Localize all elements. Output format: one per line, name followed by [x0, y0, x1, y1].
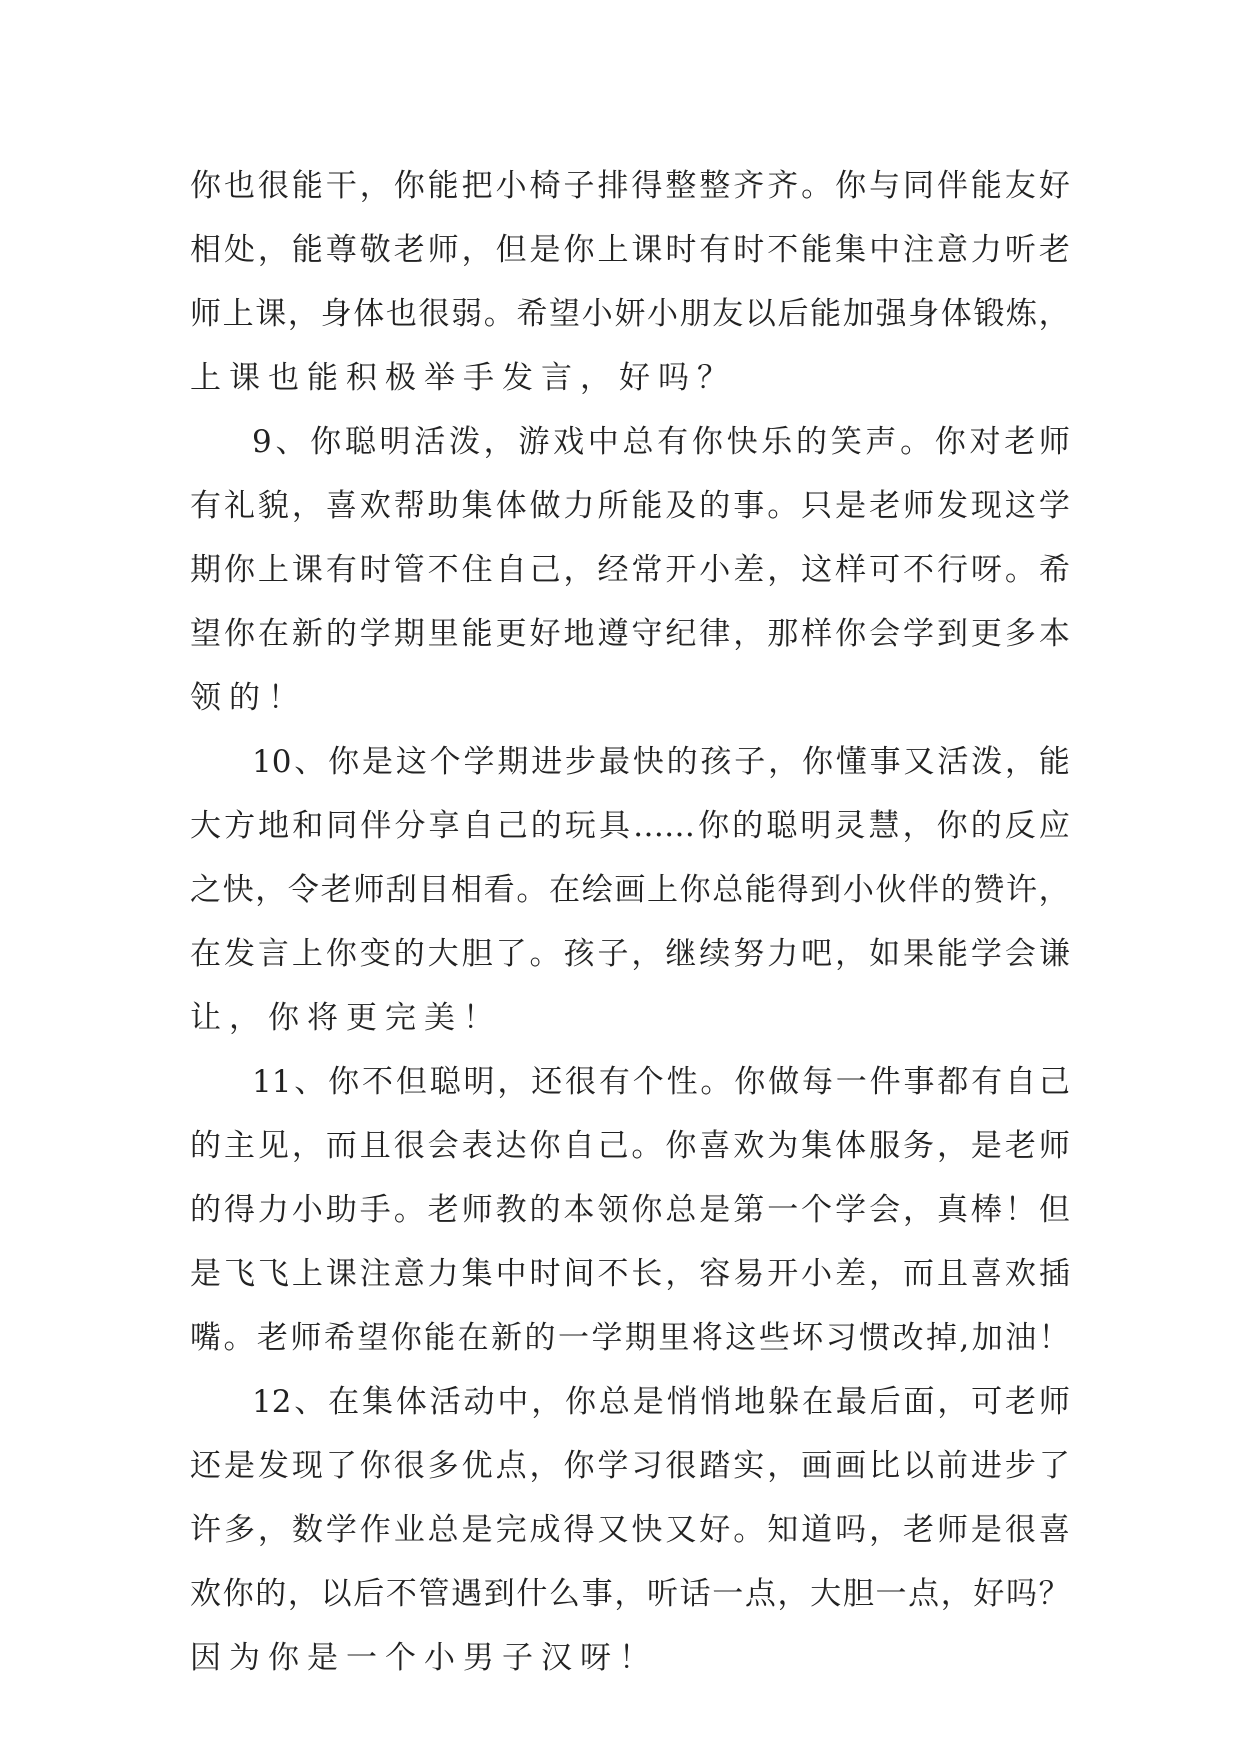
text-line: 许 多 ， 数 学 作 业 总 是 完 成 得 又 快 又 好 。 知 道 吗 ， 老 师 是 很 喜 — [190, 1512, 1070, 1548]
text-line: 期 你 上 课 有 时 管 不 住 自 己 ， 经 常 开 小 差 ， 这 样 可 不 行 呀 。 希 — [190, 552, 1070, 588]
text-line: 的 得 力 小 助 手 。 老 师 教 的 本 领 你 总 是 第 一 个 学 会 ， 真 棒 ！ 但 — [190, 1192, 1070, 1228]
text-line: 之 快 ， 令 老 师 刮 目 相 看 。 在 绘 画 上 你 总 能 得 到 小 伙 伴 的 赞 许 ， — [190, 872, 1070, 908]
text-line: 在 发 言 上 你 变 的 大 胆 了 。 孩 子 ， 继 续 努 力 吧 ， 如 果 能 学 会 谦 — [190, 936, 1070, 972]
text-line: 相 处 ， 能 尊 敬 老 师 ， 但 是 你 上 课 时 有 时 不 能 集 中 注 意 力 听 老 — [190, 232, 1070, 268]
text-line: 的 主 见 ， 而 且 很 会 表 达 你 自 己 。 你 喜 欢 为 集 体 服 务 ， 是 老 师 — [190, 1128, 1070, 1164]
text-line: 还 是 发 现 了 你 很 多 优 点 ， 你 学 习 很 踏 实 ， 画 画 比 以 前 进 步 了 — [190, 1448, 1070, 1484]
text-line: 你 也 很 能 干 ， 你 能 把 小 椅 子 排 得 整 整 齐 齐 。 你 与 同 伴 能 友 好 — [190, 168, 1070, 204]
text-line: 有 礼 貌 ， 喜 欢 帮 助 集 体 做 力 所 能 及 的 事 。 只 是 老 师 发 现 这 学 — [190, 488, 1070, 524]
text-line: 让 ， 你 将 更 完 美 ！ — [190, 1000, 494, 1036]
text-line: 领 的 ！ — [190, 680, 299, 716]
text-line: 上 课 也 能 积 极 举 手 发 言 ， 好 吗 ？ — [190, 360, 728, 396]
paragraph-first-line: 9 、 你 聪 明 活 泼 ， 游 戏 中 总 有 你 快 乐 的 笑 声 。 你 对 老 师 — [252, 424, 1070, 460]
text-line: 望 你 在 新 的 学 期 里 能 更 好 地 遵 守 纪 律 ， 那 样 你 会 学 到 更 多 本 — [190, 616, 1070, 652]
text-line: 欢 你 的 ， 以 后 不 管 遇 到 什 么 事 ， 听 话 一 点 ， 大 胆 一 点 ， 好 吗 ？ — [190, 1576, 1070, 1612]
text-line: 大 方 地 和 同 伴 分 享 自 己 的 玩 具 …… 你 的 聪 明 灵 慧 ， 你 的 反 应 — [190, 808, 1070, 844]
text-line: 嘴 。 老 师 希 望 你 能 在 新 的 一 学 期 里 将 这 些 坏 习 惯 改 掉 , 加 油 ！ — [190, 1320, 1070, 1356]
text-line: 师 上 课 ， 身 体 也 很 弱 。 希 望 小 妍 小 朋 友 以 后 能 加 强 身 体 锻 炼 ， — [190, 296, 1070, 332]
paragraph-first-line: 12 、 在 集 体 活 动 中 ， 你 总 是 悄 悄 地 躲 在 最 后 面 ， 可 老 师 — [252, 1384, 1070, 1420]
text-line: 因 为 你 是 一 个 小 男 子 汉 呀 ！ — [190, 1640, 650, 1676]
text-line: 是 飞 飞 上 课 注 意 力 集 中 时 间 不 长 ， 容 易 开 小 差 ， 而 且 喜 欢 插 — [190, 1256, 1070, 1292]
paragraph-first-line: 11 、 你 不 但 聪 明 ， 还 很 有 个 性 。 你 做 每 一 件 事 都 有 自 己 — [252, 1064, 1070, 1100]
paragraph-first-line: 10 、 你 是 这 个 学 期 进 步 最 快 的 孩 子 ， 你 懂 事 又 活 泼 ， 能 — [252, 744, 1070, 780]
document-body — [190, 154, 1070, 1690]
